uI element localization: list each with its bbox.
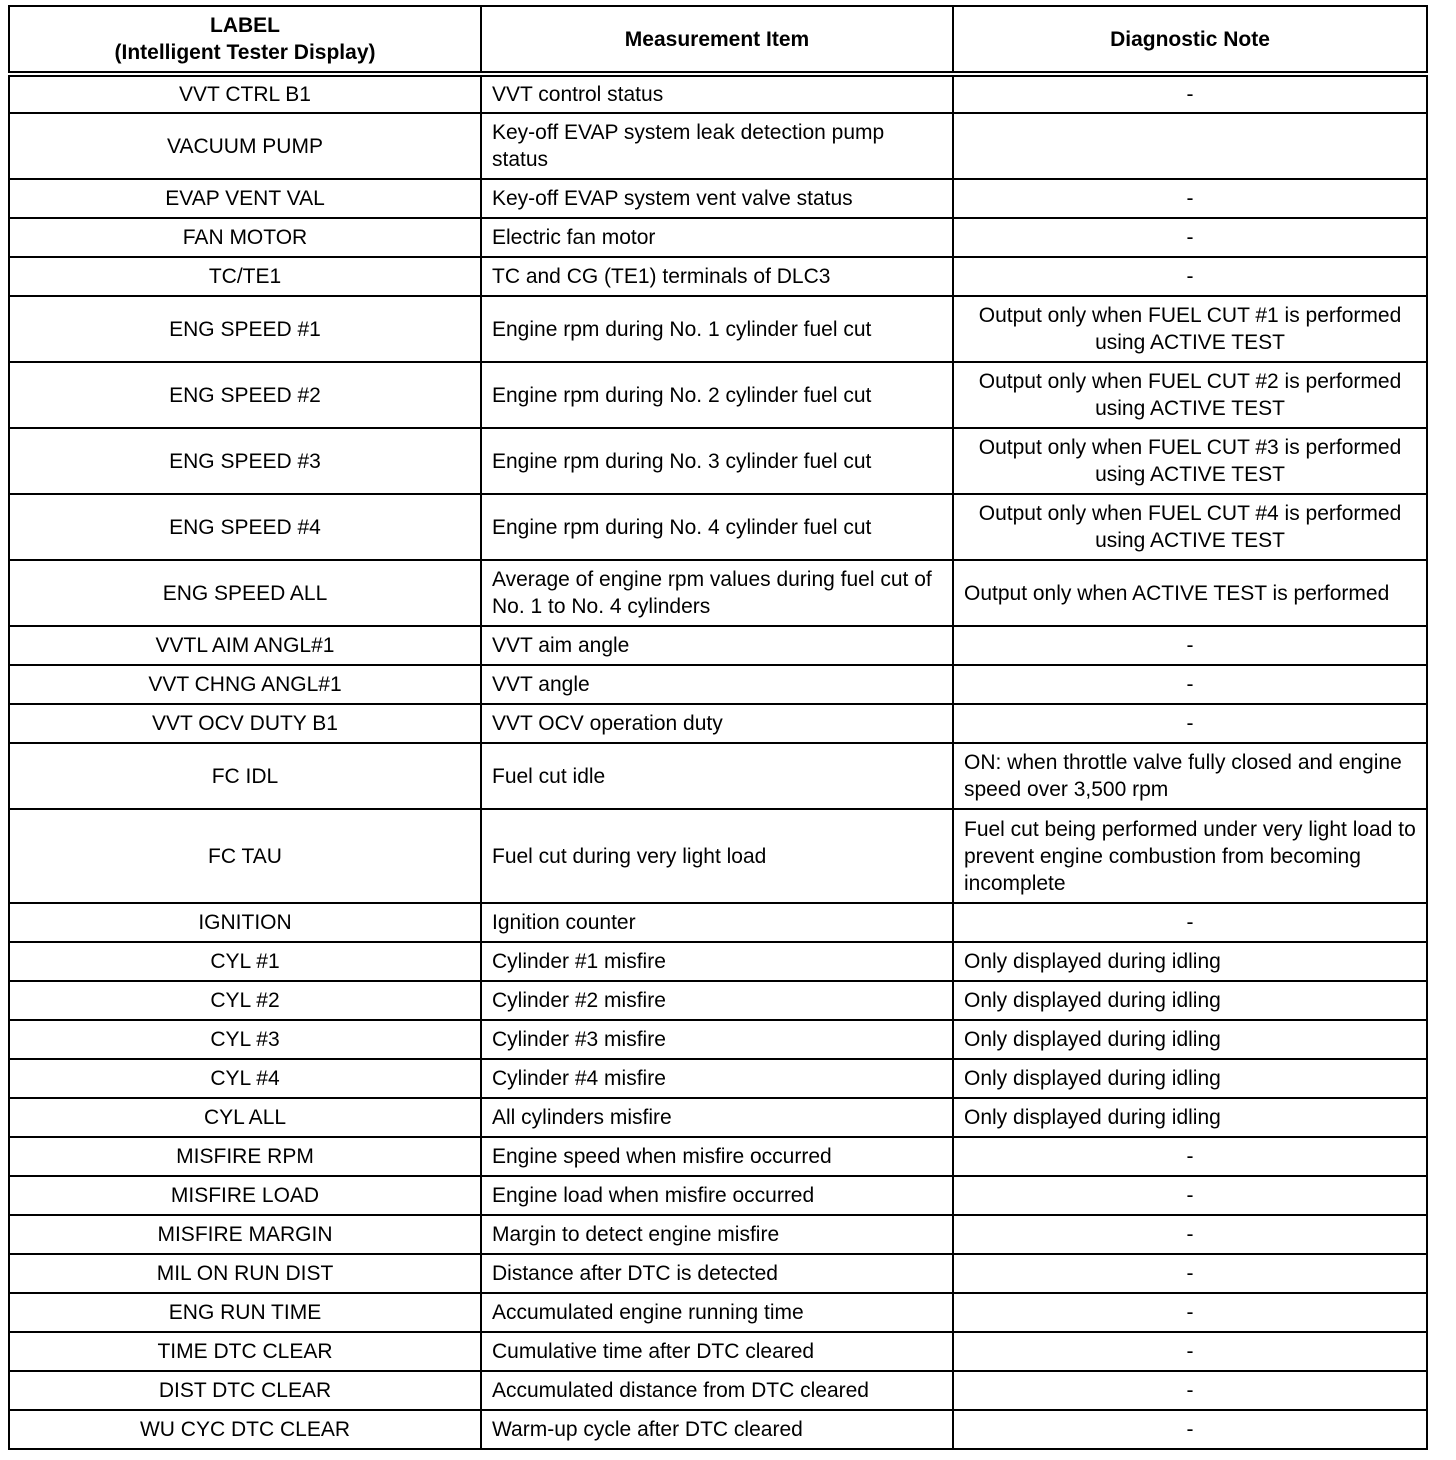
table-row: [9, 1293, 1427, 1332]
row-diagnostic-note: Only displayed during idling: [953, 1020, 1427, 1059]
table-row: [9, 1020, 1427, 1059]
table-row: [9, 704, 1427, 743]
row-label: ENG SPEED #4: [9, 494, 481, 560]
table-row: [9, 1410, 1427, 1449]
row-label: CYL #4: [9, 1059, 481, 1098]
row-label: FAN MOTOR: [9, 218, 481, 257]
row-diagnostic-note: Output only when FUEL CUT #1 is performed using ACTIVE TEST: [953, 296, 1427, 362]
table-row: [9, 981, 1427, 1020]
header-label-line2: (Intelligent Tester Display): [114, 41, 376, 64]
row-measurement-item: Cylinder #1 misfire: [481, 942, 953, 981]
row-label: IGNITION: [9, 903, 481, 942]
row-diagnostic-note: Output only when ACTIVE TEST is performed: [953, 560, 1427, 626]
row-diagnostic-note: -: [953, 218, 1427, 257]
row-label: CYL #3: [9, 1020, 481, 1059]
row-label: VVT CTRL B1: [9, 74, 481, 113]
table-row: [9, 626, 1427, 665]
row-label: ENG SPEED #2: [9, 362, 481, 428]
row-label: WU CYC DTC CLEAR: [9, 1410, 481, 1449]
row-diagnostic-note: -: [953, 1254, 1427, 1293]
row-measurement-item: VVT OCV operation duty: [481, 704, 953, 743]
row-label: MISFIRE LOAD: [9, 1176, 481, 1215]
row-measurement-item: Engine speed when misfire occurred: [481, 1137, 953, 1176]
row-label: ENG SPEED #1: [9, 296, 481, 362]
row-diagnostic-note: -: [953, 903, 1427, 942]
table-row: [9, 1254, 1427, 1293]
row-label: FC TAU: [9, 809, 481, 903]
table-row: [9, 1215, 1427, 1254]
row-measurement-item: Electric fan motor: [481, 218, 953, 257]
row-measurement-item: Fuel cut idle: [481, 743, 953, 809]
table-row: [9, 1332, 1427, 1371]
row-diagnostic-note: -: [953, 704, 1427, 743]
row-diagnostic-note: Fuel cut being performed under very light load to prevent engine combustion from becoming incomplete: [953, 809, 1427, 903]
row-measurement-item: Engine rpm during No. 3 cylinder fuel cut: [481, 428, 953, 494]
header-label-line1: LABEL: [210, 14, 280, 37]
row-measurement-item: Warm-up cycle after DTC cleared: [481, 1410, 953, 1449]
table-row: [9, 257, 1427, 296]
table-row: [9, 74, 1427, 113]
row-diagnostic-note: -: [953, 626, 1427, 665]
row-measurement-item: VVT angle: [481, 665, 953, 704]
table-row: [9, 1059, 1427, 1098]
row-label: EVAP VENT VAL: [9, 179, 481, 218]
row-diagnostic-note: -: [953, 1293, 1427, 1332]
row-diagnostic-note: -: [953, 1137, 1427, 1176]
row-diagnostic-note: -: [953, 1410, 1427, 1449]
table-row: [9, 428, 1427, 494]
row-measurement-item: VVT aim angle: [481, 626, 953, 665]
row-diagnostic-note: Output only when FUEL CUT #4 is performed using ACTIVE TEST: [953, 494, 1427, 560]
row-label: CYL #2: [9, 981, 481, 1020]
row-measurement-item: Distance after DTC is detected: [481, 1254, 953, 1293]
row-measurement-item: Accumulated engine running time: [481, 1293, 953, 1332]
row-label: VVT OCV DUTY B1: [9, 704, 481, 743]
row-label: CYL ALL: [9, 1098, 481, 1137]
row-measurement-item: Cylinder #3 misfire: [481, 1020, 953, 1059]
table-row: [9, 218, 1427, 257]
row-label: ENG SPEED ALL: [9, 560, 481, 626]
table-row: [9, 113, 1427, 179]
row-label: DIST DTC CLEAR: [9, 1371, 481, 1410]
row-measurement-item: Accumulated distance from DTC cleared: [481, 1371, 953, 1410]
row-diagnostic-note: -: [953, 74, 1427, 113]
row-diagnostic-note: Only displayed during idling: [953, 1098, 1427, 1137]
row-diagnostic-note: -: [953, 179, 1427, 218]
row-diagnostic-note: -: [953, 257, 1427, 296]
row-measurement-item: Cumulative time after DTC cleared: [481, 1332, 953, 1371]
row-measurement-item: Engine rpm during No. 2 cylinder fuel cut: [481, 362, 953, 428]
row-label: MIL ON RUN DIST: [9, 1254, 481, 1293]
table-row: [9, 809, 1427, 903]
row-measurement-item: Ignition counter: [481, 903, 953, 942]
row-diagnostic-note: Only displayed during idling: [953, 942, 1427, 981]
row-label: TC/TE1: [9, 257, 481, 296]
table-row: [9, 665, 1427, 704]
row-label: TIME DTC CLEAR: [9, 1332, 481, 1371]
table-row: [9, 1176, 1427, 1215]
row-measurement-item: All cylinders misfire: [481, 1098, 953, 1137]
row-measurement-item: TC and CG (TE1) terminals of DLC3: [481, 257, 953, 296]
row-label: VACUUM PUMP: [9, 113, 481, 179]
row-diagnostic-note: -: [953, 1176, 1427, 1215]
header-note: Diagnostic Note: [953, 6, 1427, 74]
row-measurement-item: Fuel cut during very light load: [481, 809, 953, 903]
row-measurement-item: Cylinder #4 misfire: [481, 1059, 953, 1098]
table-body: [9, 74, 1427, 1449]
row-label: VVTL AIM ANGL#1: [9, 626, 481, 665]
table-row: [9, 1098, 1427, 1137]
row-measurement-item: Key-off EVAP system vent valve status: [481, 179, 953, 218]
table-row: [9, 942, 1427, 981]
row-diagnostic-note: -: [953, 1371, 1427, 1410]
row-label: FC IDL: [9, 743, 481, 809]
table-row: [9, 903, 1427, 942]
data-list-table: [8, 5, 1428, 1450]
table-row: [9, 296, 1427, 362]
row-diagnostic-note: ON: when throttle valve fully closed and engine speed over 3,500 rpm: [953, 743, 1427, 809]
table-row: [9, 494, 1427, 560]
table-row: [9, 179, 1427, 218]
header-label: [9, 6, 481, 74]
row-diagnostic-note: Only displayed during idling: [953, 1059, 1427, 1098]
row-label: CYL #1: [9, 942, 481, 981]
row-label: ENG RUN TIME: [9, 1293, 481, 1332]
row-label: MISFIRE RPM: [9, 1137, 481, 1176]
table-header: [9, 6, 1427, 74]
row-diagnostic-note: -: [953, 1332, 1427, 1371]
table-row: [9, 1137, 1427, 1176]
row-measurement-item: Engine rpm during No. 4 cylinder fuel cut: [481, 494, 953, 560]
table-row: [9, 362, 1427, 428]
table-row: [9, 1371, 1427, 1410]
row-diagnostic-note: -: [953, 665, 1427, 704]
row-diagnostic-note: Output only when FUEL CUT #3 is performed using ACTIVE TEST: [953, 428, 1427, 494]
row-measurement-item: Key-off EVAP system leak detection pump status: [481, 113, 953, 179]
table-row: [9, 743, 1427, 809]
table-row: [9, 560, 1427, 626]
row-diagnostic-note: -: [953, 1215, 1427, 1254]
row-measurement-item: Engine rpm during No. 1 cylinder fuel cut: [481, 296, 953, 362]
header-measurement: Measurement Item: [481, 6, 953, 74]
row-label: MISFIRE MARGIN: [9, 1215, 481, 1254]
row-measurement-item: Engine load when misfire occurred: [481, 1176, 953, 1215]
row-label: ENG SPEED #3: [9, 428, 481, 494]
row-measurement-item: Cylinder #2 misfire: [481, 981, 953, 1020]
row-diagnostic-note: Output only when FUEL CUT #2 is performed using ACTIVE TEST: [953, 362, 1427, 428]
row-label: VVT CHNG ANGL#1: [9, 665, 481, 704]
header-row: [9, 6, 1427, 74]
row-diagnostic-note: [953, 113, 1427, 179]
row-measurement-item: Margin to detect engine misfire: [481, 1215, 953, 1254]
row-measurement-item: VVT control status: [481, 74, 953, 113]
row-measurement-item: Average of engine rpm values during fuel cut of No. 1 to No. 4 cylinders: [481, 560, 953, 626]
row-diagnostic-note: Only displayed during idling: [953, 981, 1427, 1020]
